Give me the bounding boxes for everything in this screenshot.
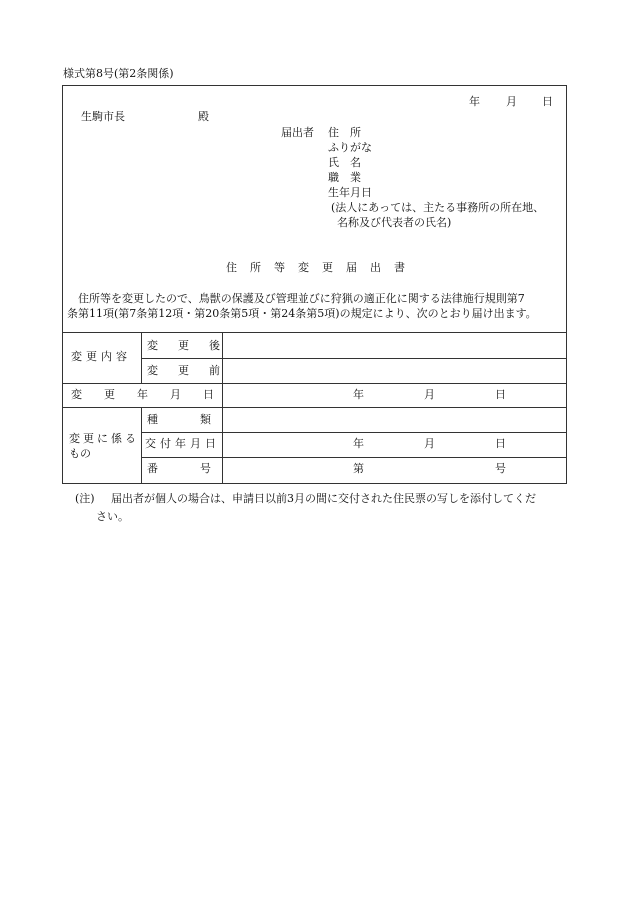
applicant-field-birthdate: 生年月日 <box>328 186 372 199</box>
label-number: 番号 <box>147 462 253 475</box>
number-suffix: 号 <box>495 462 506 475</box>
row-line-after <box>141 358 566 359</box>
applicant-note-1: (法人にあっては、主たる事務所の所在地、 <box>331 201 545 214</box>
row-line-issue <box>141 457 566 458</box>
label-change-content <box>71 350 133 364</box>
form-frame <box>62 85 567 484</box>
change-date-month: 月 <box>424 388 435 401</box>
label-related: 変更に係る <box>69 432 139 445</box>
label-related-2: もの <box>69 447 91 460</box>
label-after: 変更後 <box>147 339 240 352</box>
document-title: 住所等変更届出書 <box>226 261 418 274</box>
date-month: 月 <box>506 95 517 108</box>
body-line-1: 住所等を変更したので、鳥獣の保護及び管理並びに狩猟の適正化に関する法律施行規則第7 <box>78 292 525 305</box>
date-year: 年 <box>469 95 480 108</box>
row-line-change-content <box>63 383 566 384</box>
row-line-kind <box>141 432 566 433</box>
footnote-line-1: 届出者が個人の場合は、申請日以前3月の間に交付された住民票の写しを添付してくだ <box>111 492 536 505</box>
applicant-field-occupation: 職 業 <box>328 171 361 184</box>
applicant-field-address: 住 所 <box>328 126 361 139</box>
applicant-label: 届出者 <box>281 126 314 139</box>
applicant-field-name: 氏 名 <box>328 156 361 169</box>
col-line-2 <box>222 332 223 483</box>
addressee-honorific: 殿 <box>198 110 209 123</box>
issue-date-year: 年 <box>353 437 364 450</box>
footnote-label: (注) <box>75 492 95 505</box>
label-issue-date: 交付年月日 <box>145 437 220 450</box>
number-prefix: 第 <box>353 462 364 475</box>
row-line-change-date <box>63 407 566 408</box>
body-line-2: 条第11項(第7条第12項・第20条第5項・第24条第5項)の規定により、次のとおり届け出ます。 <box>67 307 537 320</box>
issue-date-day: 日 <box>495 437 506 450</box>
change-date-year: 年 <box>353 388 364 401</box>
change-date-day: 日 <box>495 388 506 401</box>
label-change-content-text: 変更内容 <box>71 350 131 363</box>
label-change-date: 変更年月日 <box>71 388 236 401</box>
addressee-name: 生駒市長 <box>81 110 125 123</box>
table-top-line <box>63 332 566 333</box>
applicant-field-furigana: ふりがな <box>328 141 372 154</box>
label-before: 変更前 <box>147 364 240 377</box>
date-day: 日 <box>542 95 553 108</box>
label-kind: 種類 <box>147 413 253 426</box>
footnote-line-2: さい。 <box>96 510 129 523</box>
applicant-note-2: 名称及び代表者の氏名) <box>337 216 452 229</box>
form-number: 様式第8号(第2条関係) <box>63 67 174 80</box>
issue-date-month: 月 <box>424 437 435 450</box>
col-line-1a <box>141 332 142 383</box>
col-line-1b <box>141 407 142 483</box>
